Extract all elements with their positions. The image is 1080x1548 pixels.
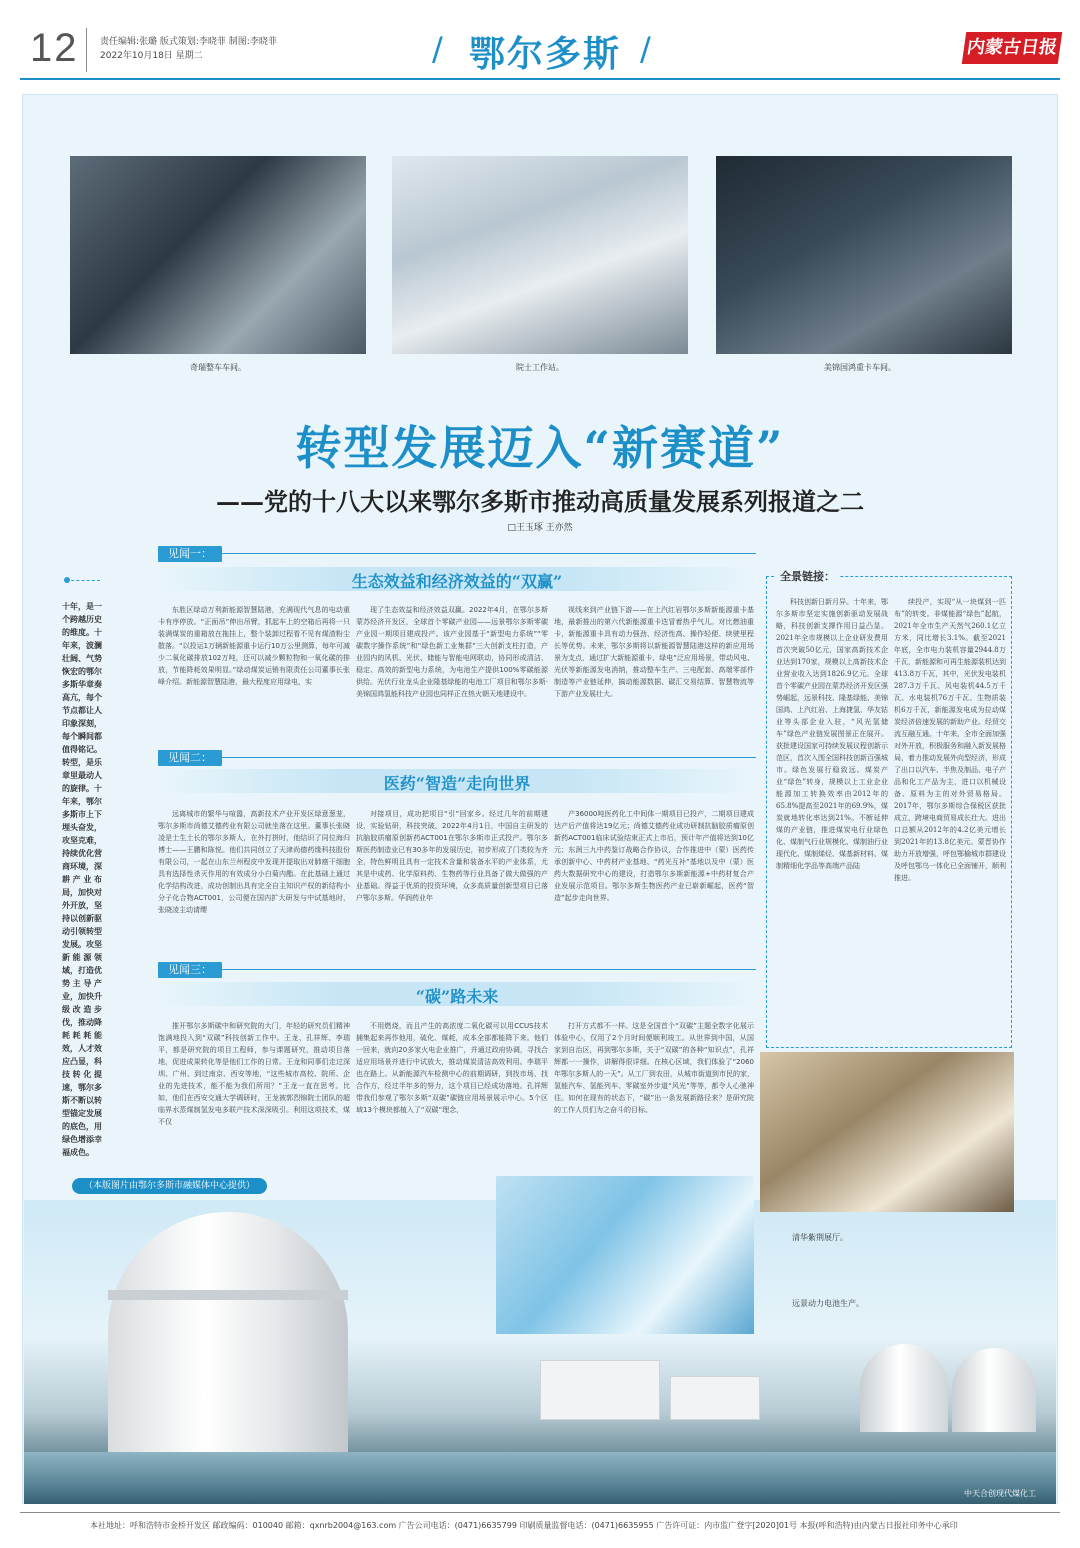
photo-battery-production — [496, 1176, 754, 1334]
plant-building-2 — [670, 1376, 760, 1420]
section-1-title: 生态效益和经济效益的“双赢” — [351, 572, 563, 591]
section-3-column-3 — [554, 1020, 754, 1168]
section-2-column-3-text: 产36000吨医药化工中间体一期项目已投产，二期项目建成达产后产值将达19亿元；尚德艾德药业成功研制抗脑胶质瘤原创新药ACT001临床试验结束正式上市后，预计年产值将达到10亿元；东润三九中药鉴订战略合作协议，合作推进中（蒙）医药传承创新中心、中药材产业基地、“药光互补”基地以及中（蒙）医药大数据研究中心的建设，打造鄂尔多斯新能源+中药材复合产业发展示范项目。鄂尔多斯生物医药产业已崭新崛起，医药“智造”起步走向世界。 — [554, 810, 754, 902]
plant-dome-band — [108, 1290, 348, 1300]
sidebar-column-1-text: 科技创新日新月异。十年来，鄂尔多斯市坚定实施创新驱动发展战略，科技创新支撑作用日益凸显。2021年全市规模以上企业研发费用首次突破50亿元，国家高新技术企业达到170家，规模以上高新技术企业营业收入达到1826.9亿元。全球首个零碳产业园在蒙苏经济开发区强势崛起，远景科技、隆基绿能、美锦国鸿、上汽红岩、上海捷氢、华友钴业等头部企业入驻，“风光氢储车”绿色产业链发展图景正在展开。获批建设国家可持续发展议程创新示范区，首次入围全国科技创新百强城市。绿色发展行稳致远。煤炭产业“绿色”转身，规模以上工业企业能源加工转换效率由2012年的65.8%提高至2021年的69.9%，煤炭就地转化率达到21%。不断延伸煤的产业链，推进煤炭电行业绿色化、煤制气行业规模化、煤制油行业现代化、煤制烯烃、煤基新材料、煤制精细化学品等高端产品陆 — [776, 598, 888, 870]
header-divider — [86, 28, 87, 72]
caption-academician-lab: 院士工作站。 — [516, 363, 564, 372]
section-3-column-1-text: 推开鄂尔多斯碳中和研究院的大门，年轻的研究员们精神饱满地投入到“双碳”科技创新工作中。王龙、孔祥辉、李瑞平，都是研究院的项目工程师，参与课题研究，推动项目落地，促进成果转化等是他们工作的日常。王龙和同事们走过深圳、广州、到过南京、西安等地，“这些城市高校、院所、企业的先进技术，能不能为我们所用？”王龙一直在思考。比如，他们在西安交通大学调研时，王龙被郭烈锦院士团队的超临界水蒸煤制氢发电多联产技术深深吸引。利用这项技术，煤不仅 — [158, 1022, 350, 1126]
sidebar-column-2-text: 续投产，实现“从一块煤到一匹布”的转变。非煤能源“绿色”起航，2021年全市生产天然气260.1亿立方米，同比增长3.1%。截至2021年底，全市电力装机容量2944.8万千瓦，新能源和可再生能源装机达到413.8万千瓦，其中，光伏发电装机287.3万千瓦、风电装机44.5万千瓦、水电装机76万千瓦、生物质装机6万千瓦，新能源发电成为拉动煤炭经济倍速发展的新助产业。经贸交流互融互通。十年来，全市全面加强对外开放，积极服务和融入新发展格局，着力推动发展外向型经济，形成了出口以汽车、半焦及制品、电子产品和化工产品为主，进口以机械设备、原料为主的对外贸易格局。2017年，鄂尔多斯综合保税区获批成立，跨境电商贸易成长壮大。进出口总额从2012年的4.2亿美元增长到2021年的13.8亿美元。蒙晋协作助力开放增强，呼包鄂榆城市群建设及呼包鄂乌一体化已全面铺开，顺利推进。 — [894, 598, 1006, 882]
section-3-column-1 — [158, 1020, 350, 1168]
section-2-tag: 见闻二： — [158, 750, 222, 766]
section-3-column-2-text: 不用燃烧，而且产生的高浓度二氧化碳可以用CCUS技术捕集起来再作他用，硫化、煤耗，成本全部都能降下来。他们一回来，就向20多家火电企业推广，并通过政府协调，寻找合适应用场景并进行中试放大，推动煤炭清洁高效利用。李瑞平也在路上。从新能源汽车检测中心的前期调研，到找市场、找合作方，经过半年多的努力，这个项目已经成功落地。孔祥辉带我们参观了鄂尔多斯“双碳”碳链应用场景展示中心。5个区域13个模块都植入了“双碳”理念， — [356, 1022, 548, 1114]
section-1-column-1 — [158, 604, 350, 760]
section-2-column-1 — [158, 808, 350, 956]
plant-building-1 — [540, 1360, 660, 1420]
photo-credit: （本版图片由鄂尔多斯市融媒体中心提供） — [72, 1178, 267, 1194]
plant-water-reflection — [24, 1452, 1056, 1504]
page-number: 12 — [30, 26, 79, 70]
editor-credits: 责任编辑:张璐 版式策划:李晓菲 制图:李晓菲 — [100, 37, 277, 47]
plant-silo-1 — [860, 1344, 948, 1432]
left-rail-dash — [66, 580, 100, 581]
newspaper-logo: 内蒙古日报 — [962, 32, 1062, 64]
section-2-column-2 — [356, 808, 548, 956]
photo-car-workshop — [70, 156, 366, 354]
section-3-title: “碳”路未来 — [415, 987, 499, 1006]
sidebar-column-1 — [776, 596, 888, 1040]
plant-silo-2 — [952, 1348, 1036, 1432]
section-2-column-2-text: 对接项目，成功把项目“引”回家乡。经过几年的前期建设，实验钻研，科技突破，2022年4月1日，中国自主研发的抗脑胶质瘤原创新药ACT001在鄂尔多斯市正式投产。鄂尔多斯医药制造业已有30多年的发展历史，初步形成了门类较为齐全，特色鲜明且具有一定技术含量和装备水平的产业体系，尤其是中成药、化学原料药、生物药等行业具备了做大做强的产业基础。得益于优质的投资环境，众多高质量创新型项目已落户鄂尔多斯。华润药业年 — [356, 810, 548, 902]
footer-imprint: 本社地址：呼和浩特市金桥开发区 邮政编码：010040 邮箱：qxnrb2004@163.com 广告公司电话：(0471)6635799 印刷质量监督电话：(0471)6635955 广告许可证：内市监广登字[2020]01号 本报(呼和浩特)由内蒙古日报社印务中心承印 — [90, 1521, 958, 1530]
byline: □王玉琢 王亦然 — [507, 523, 573, 533]
slash-decoration-left: / — [432, 30, 443, 68]
section-3-tag: 见闻三： — [158, 962, 222, 978]
subheadline: ——党的十八大以来鄂尔多斯市推动高质量发展系列报道之二 — [216, 487, 864, 516]
photo-academician-lab — [392, 156, 688, 354]
section-1-column-2-text: 现了生态效益和经济效益双赢。2022年4月，在鄂尔多斯蒙苏经济开发区，全球首个零碳产业园——远景鄂尔多斯零碳产业园一期项目建成投产。该产业园基于“新型电力系统”“零碳数字操作系统”和“绿色新工业集群”三大创新支柱打造，产业园内的风机、光伏、储能与智能电网联动，协同形成清洁、稳定、高效的新型电力系统，为电池生产提供100%零碳能源供给。光伏行业龙头企业隆基绿能的电池工厂项目和鄂尔多斯·美锦国鸿氢能科技产业园也同样正在热火朝天地建设中。 — [356, 606, 548, 698]
left-rail-text: 十年，是一个跨越历史的维度。十年来，波澜壮阔、气势恢宏的鄂尔多斯华章奏高亢，每个节点都让人印象深刻，每个瞬间都值得铭记。转型，是乐章里最动人的旋律。十年来，鄂尔多斯市上下埋头奋发，攻坚克难，持续优化营商环境，深耕产业布局，加快对外开放，坚持以创新驱动引领转型发展。攻坚新能源领域，打造优势主导产业，加快升级改造步伐，推动降耗耗耗能效，人才效应凸显，科技转化提速，鄂尔多斯不断以转型锚定发展的底色，用绿色增添幸福成色。 — [62, 601, 102, 1157]
section-3-rule — [158, 969, 756, 970]
section-2-title: 医药“智造”走向世界 — [383, 774, 531, 793]
section-2-column-3 — [554, 808, 754, 956]
plant-storage-dome — [108, 1212, 348, 1452]
photo-heavy-truck-workshop — [716, 156, 1012, 354]
section-1-column-3 — [554, 604, 754, 760]
caption-battery-production: 远景动力电池生产。 — [792, 1299, 864, 1308]
footer-rule — [20, 1512, 1060, 1513]
caption-heavy-truck-workshop: 美锦国鸿重卡车间。 — [824, 363, 896, 372]
headline: 转型发展迈入“新赛道” — [295, 421, 785, 475]
slash-decoration-right: / — [640, 30, 651, 68]
section-1-tag: 见闻一： — [158, 546, 222, 562]
section-1-column-2 — [356, 604, 548, 760]
caption-exhibition-hall: 清华紫荆展厅。 — [792, 1233, 848, 1242]
section-2-rule — [158, 757, 756, 758]
section-1-rule — [158, 553, 756, 554]
page-header — [0, 0, 1080, 82]
section-1-column-1-text: 东胜区绿动万利新能源智慧陆港，充满现代气息的电动重卡有序停放。“正面吊”伸出吊臂，抓起车上的空箱后再将一只装满煤炭的重箱放在拖挂上，整个装卸过程看不见有煤渣粉尘散落。“以投运1万辆新能源重卡运行10万公里测算，每年可减少二氧化碳排放102万吨，还可以减少颗粒物和一氧化碳的排放，节能降耗效果明显。”绿动煤炭运销有限责任公司董事长张峰介绍。新能源智慧陆港，最大程度应用绿电，实 — [158, 606, 350, 686]
caption-coal-chemical-plant: 中天合创现代煤化工 — [964, 1489, 1036, 1498]
caption-car-workshop: 奇瑞整车车间。 — [190, 363, 246, 372]
section-3-column-2 — [356, 1020, 548, 1168]
issue-date: 2022年10月18日 星期二 — [100, 51, 203, 61]
sidebar-title: 全景链接： — [776, 568, 839, 584]
section-2-column-1-text: 远离城市的繁华与喧嚣，高新技术产业开发区绿意葱茏，鄂尔多斯市尚德艾德药业有限公司就坐落在这里。董事长张晓凌是土生土长的鄂尔多斯人，在外打拼时，他结识了同位海归博士——王鹏和陈悦。他们共同创立了天津尚德药缘科技股份有限公司，一起在山东兰州程皮中发现并提取出对肺癌干细胞具有选择性杀灭作用的有效成分小白菊内酯。在此基础上通过化学结构改进，成功创制出具有完全自主知识产权的新结构小分子化合物ACT001，公司便在国内扩大研发与中试基地时，张晓凌主动请缨 — [158, 810, 350, 914]
photo-exhibition-hall — [760, 1052, 1014, 1212]
section-3-column-3-text: 打开方式都不一样。这是全国首个“双碳”主题全数字化展示体验中心，仅用了2个月时间便顺利竣工。从世界到中国，从国家到自治区，再到鄂尔多斯，关于“双碳”的各种“知识点”，孔祥辉都一一操作，讲解得很详细。在核心区域，我们体验了“2060年鄂尔多斯人的一天”。从工厂到农田，从城市街道到市民的家，氢能汽车、氢能列车、零碳室外步道“风光”等等，都令人心驰神往。如何在现有的状态下，“碳”出一条发展新路径来？是研究院的工作人员们为之奋斗的目标。 — [554, 1022, 754, 1114]
header-rule — [20, 78, 1060, 80]
section-1-column-3-text: 视线来到产业链下游——在上汽红岩鄂尔多斯新能源重卡基地，最新推出的第六代新能源重卡迭冒着热乎气儿。对比燃油重卡，新能源重卡具有动力强劲、经济性高、操作轻便、续驶里程长等优势。未来，鄂尔多斯将以新能源智慧陆港这样的新应用场景为支点，通过扩大新能源重卡、绿电“泛应用场景，带动风电、光伏等新能源发电消纳，推动整车生产、三电配套、高端零部件制造等产业链延伸，搞动能源数据、碳汇交易结算、智慧物流等下游产业发展壮大。 — [554, 606, 754, 698]
section-name: 鄂尔多斯 — [468, 33, 621, 75]
sidebar-column-2 — [894, 596, 1006, 1040]
